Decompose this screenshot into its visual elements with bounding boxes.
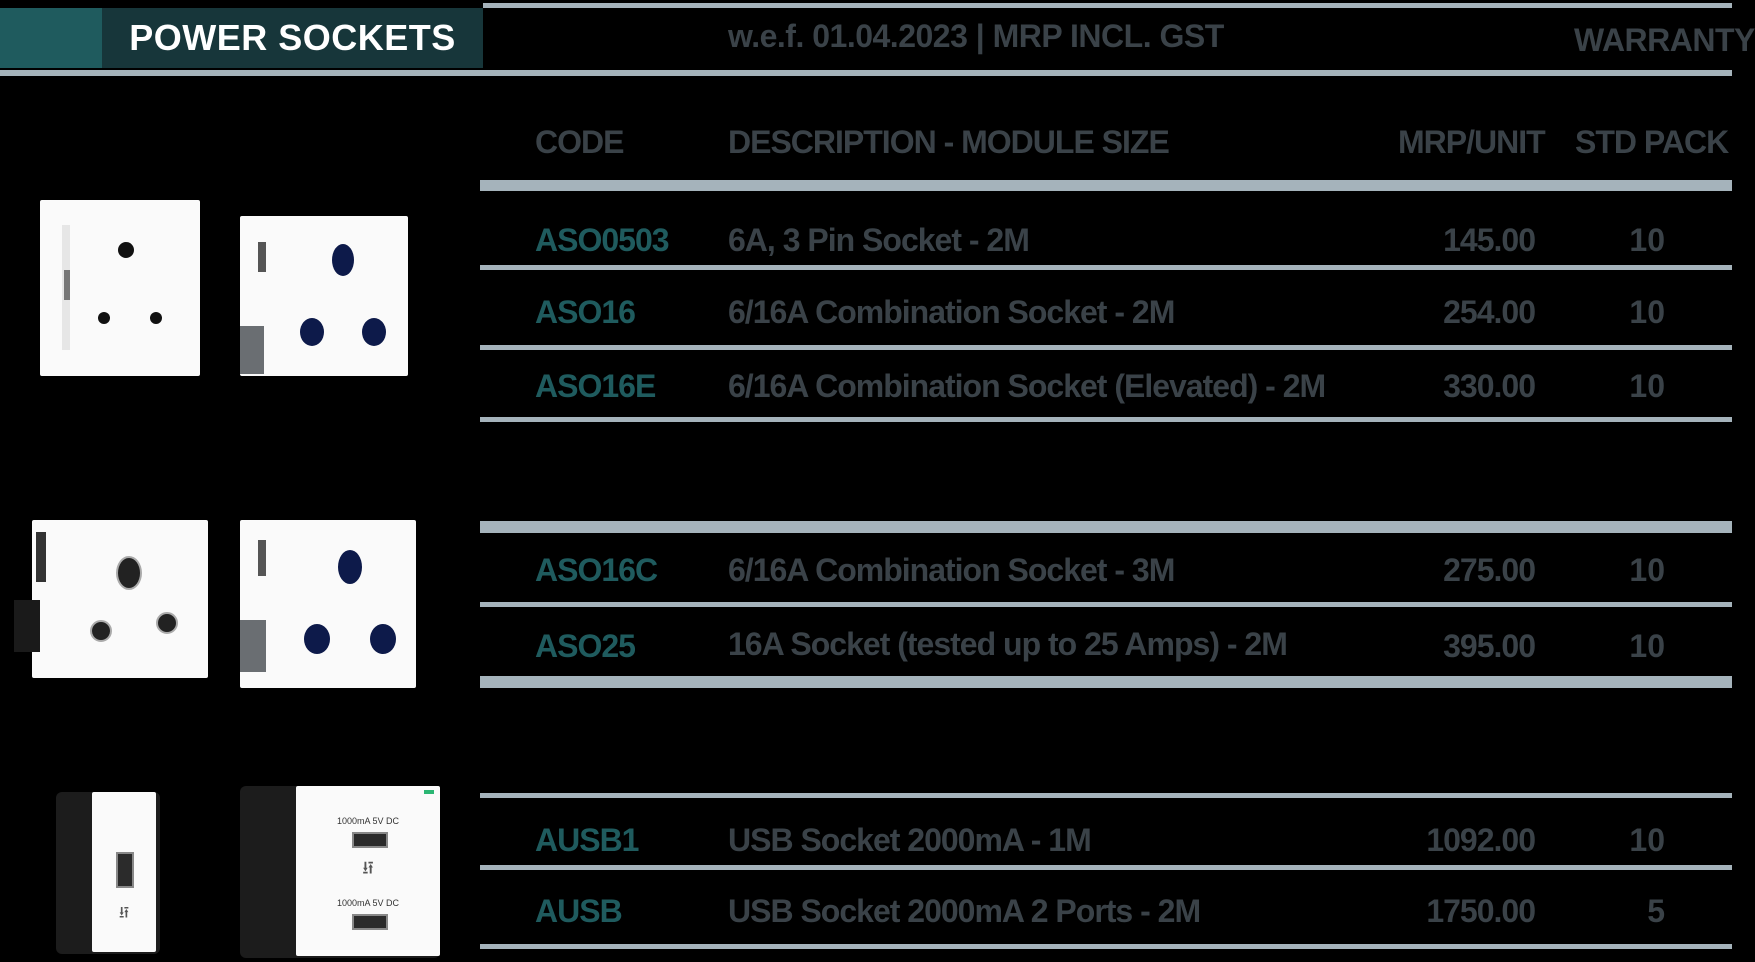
socket-3m-image <box>32 520 208 678</box>
row-pack: 10 <box>1629 822 1665 858</box>
row-pack: 10 <box>1629 222 1665 258</box>
row-pack: 10 <box>1629 294 1665 330</box>
group-top-line <box>480 793 1732 798</box>
row-divider <box>480 944 1732 949</box>
col-mrp: MRP/UNIT <box>1398 124 1545 160</box>
header-accent <box>0 8 102 68</box>
header-bottom-line <box>0 70 1732 76</box>
row-divider <box>480 265 1732 270</box>
row-divider <box>480 865 1732 870</box>
row-code: AUSB <box>535 893 622 929</box>
row-mrp: 275.00 <box>1443 552 1535 588</box>
row-pack: 10 <box>1629 552 1665 588</box>
col-code: CODE <box>535 124 624 160</box>
row-pack: 5 <box>1647 893 1665 929</box>
usb-icon: ⭿ <box>118 905 130 922</box>
usb-socket-2port-image <box>240 786 440 958</box>
row-description: USB Socket 2000mA - 1M <box>728 822 1091 858</box>
warranty-label: WARRANTY <box>1574 22 1755 58</box>
row-divider <box>480 417 1732 422</box>
socket-combination-image <box>240 216 408 376</box>
row-mrp: 145.00 <box>1443 222 1535 258</box>
col-description: DESCRIPTION - MODULE SIZE <box>728 124 1169 160</box>
usb-label-top: 1000mA 5V DC <box>336 816 400 826</box>
page-title: POWER SOCKETS <box>129 17 456 58</box>
row-code: AUSB1 <box>535 822 639 858</box>
group-bottom-line <box>480 676 1732 688</box>
socket-25a-image <box>240 520 416 688</box>
row-divider <box>480 345 1732 350</box>
row-pack: 10 <box>1629 368 1665 404</box>
row-divider <box>480 602 1732 607</box>
row-code: ASO25 <box>535 628 635 664</box>
row-code: ASO16 <box>535 294 635 330</box>
row-description: 6A, 3 Pin Socket - 2M <box>728 222 1029 258</box>
header-top-line <box>483 3 1732 8</box>
row-mrp: 330.00 <box>1443 368 1535 404</box>
price-info: w.e.f. 01.04.2023 | MRP INCL. GST <box>728 18 1224 54</box>
row-mrp: 395.00 <box>1443 628 1535 664</box>
usb-icon: ⭿ <box>362 858 374 878</box>
row-code: ASO0503 <box>535 222 669 258</box>
usb-label-bottom: 1000mA 5V DC <box>336 898 400 908</box>
socket-6a-image <box>40 200 200 376</box>
led-indicator <box>424 790 434 794</box>
row-code: ASO16E <box>535 368 656 404</box>
row-description: 6/16A Combination Socket (Elevated) - 2M <box>728 368 1326 404</box>
row-mrp: 1750.00 <box>1426 893 1535 929</box>
column-header-line <box>480 180 1732 191</box>
usb-socket-1m-image <box>56 792 160 954</box>
row-description: 6/16A Combination Socket - 2M <box>728 294 1175 330</box>
col-pack: STD PACK <box>1575 124 1729 160</box>
row-code: ASO16C <box>535 552 658 588</box>
row-mrp: 254.00 <box>1443 294 1535 330</box>
row-mrp: 1092.00 <box>1426 822 1535 858</box>
row-description: 16A Socket (tested up to 25 Amps) - 2M <box>728 626 1287 662</box>
group-top-line <box>480 521 1732 533</box>
row-description: 6/16A Combination Socket - 3M <box>728 552 1175 588</box>
row-description: USB Socket 2000mA 2 Ports - 2M <box>728 893 1201 929</box>
row-pack: 10 <box>1629 628 1665 664</box>
